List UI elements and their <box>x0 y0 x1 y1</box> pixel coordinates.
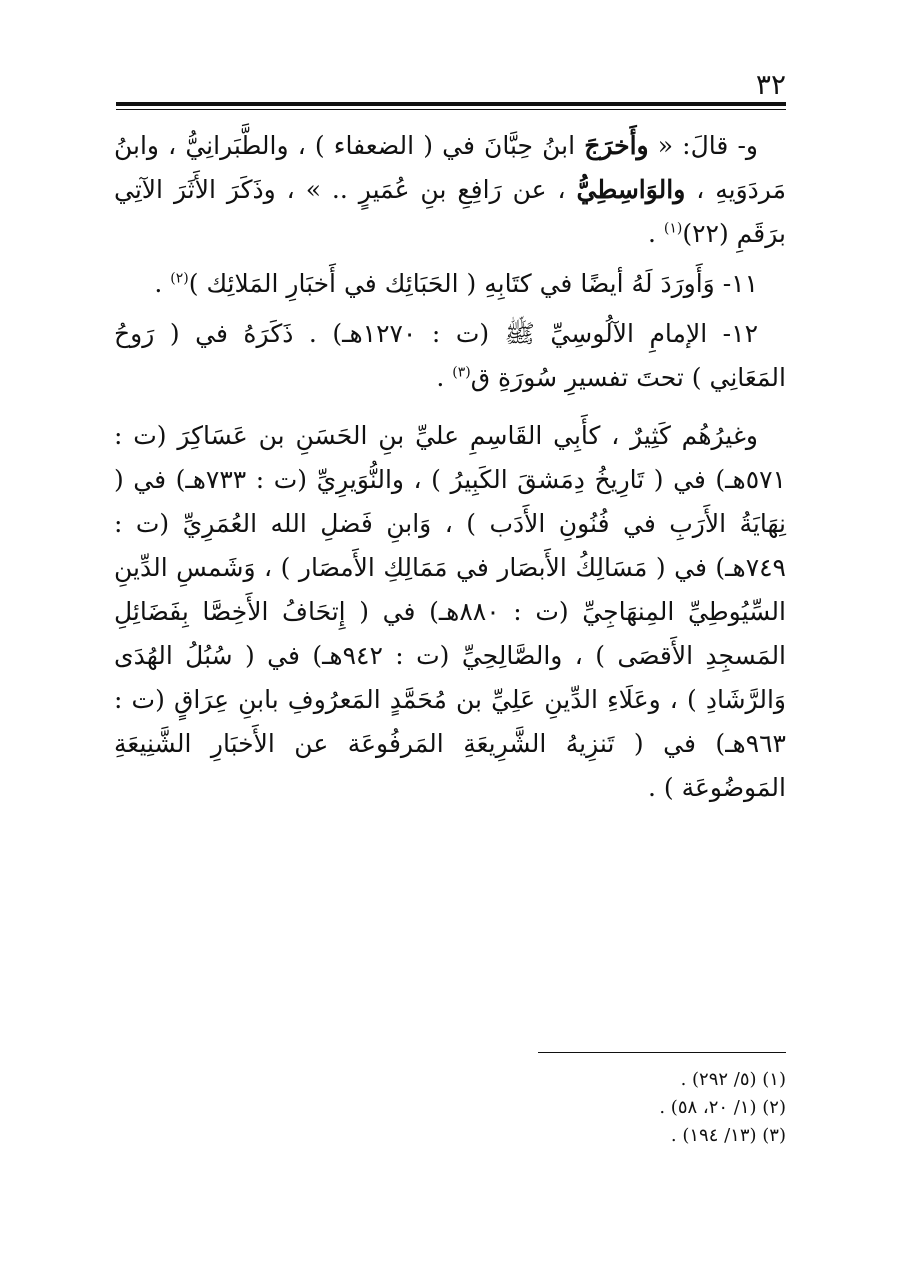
paragraph-text: و- قالَ: « <box>648 131 758 160</box>
bold-term: وأَخرَجَ <box>584 131 649 160</box>
footnote-ref: (٢) <box>170 270 189 287</box>
paragraph-item-11 <box>114 262 786 306</box>
paragraph-text: . <box>436 363 453 392</box>
paragraph-text: . <box>647 219 664 248</box>
footnote-ref: (١) <box>663 220 683 237</box>
footnotes <box>114 1066 786 1150</box>
paragraph-text: . <box>154 269 171 298</box>
footnote-2: (٢) (١/ ٢٠، ٥٨) . <box>659 1097 786 1118</box>
paragraph-others: وغيرُهُم كَثِيرٌ ، كأَبِي القَاسِمِ عليِّ بنِ الحَسَنِ بن عَسَاكِرَ (ت : ٥٧١هـ) في ( تَارِيخُ دِمَشقَ الكَبِيرُ ) ، والنُّوَيرِيِّ (ت : ٧٣٣هـ) في ( نِهَايَةُ الأَرَبِ في فُنُونِ الأَدَب ) ، وَابنِ فَضلِ الله العُمَرِيِّ (ت : ٧٤٩هـ) في ( مَسَالِكُ الأَبصَار في مَمَالِكِ الأَمصَار ) ، وَشَمسِ الدِّينِ السِّيُوطِيِّ المِنهَاجِيِّ (ت : ٨٨٠هـ) في ( إِتحَافُ الأَخِصَّا بِفَضَائِلِ المَسجِدِ الأَقصَى ) ، والصَّالِحِيِّ (ت : ٩٤٢هـ) في ( سُبُلُ الهُدَى وَالرَّشَادِ ) ، وعَلَاءِ الدِّينِ عَلِيِّ بن مُحَمَّدٍ المَعرُوفِ بابنِ عِرَاقٍ (ت : ٩٦٣هـ) في ( تَنزِيهُ الشَّرِيعَةِ المَرفُوعَة عن الأَخبَارِ الشَّنِيعَةِ المَوضُوعَة ) . <box>114 421 787 802</box>
paragraph-text: ، عن رَافِعِ بنِ عُمَيرٍ .. » ، وذَكَرَ الأَثَرَ الآتِي برَقَمِ (٢٢) <box>114 175 786 248</box>
footnote-1: (١) (٥/ ٢٩٢) . <box>680 1069 786 1090</box>
bold-term: والوَاسِطِيُّ <box>576 175 686 204</box>
footnote-ref: (٣) <box>452 364 471 381</box>
paragraph-item-12 <box>114 312 786 400</box>
paragraph-quote <box>114 124 786 256</box>
paragraph-text: ١٢- الإمامِ الآلُوسِيِّ ﷺ (ت : ١٢٧٠هـ) . ذَكَرَهُ في ( رَوحُ المَعَانِي ) تحتَ تفسيرِ سُورَةِ ق <box>114 319 786 392</box>
paragraph-text: ١١- وَأَورَدَ لَهُ أيضًا في كتَابِهِ ( الحَبَائِك في أَخبَارِ المَلائِك ) <box>188 269 758 298</box>
header-rule-thick <box>116 102 786 106</box>
footnote-rule <box>538 1052 786 1053</box>
header-rule-thin <box>116 109 786 110</box>
body-text <box>114 124 786 810</box>
footnote-3: (٣) (١٣/ ١٩٤) . <box>670 1125 786 1146</box>
paragraph-text: ابنُ حِبَّانَ في ( الضعفاء ) ، والطَّبَرانِيُّ ، وابنُ مَردَوَيهِ ، <box>114 131 786 204</box>
page-number: ٣٢ <box>755 68 786 101</box>
